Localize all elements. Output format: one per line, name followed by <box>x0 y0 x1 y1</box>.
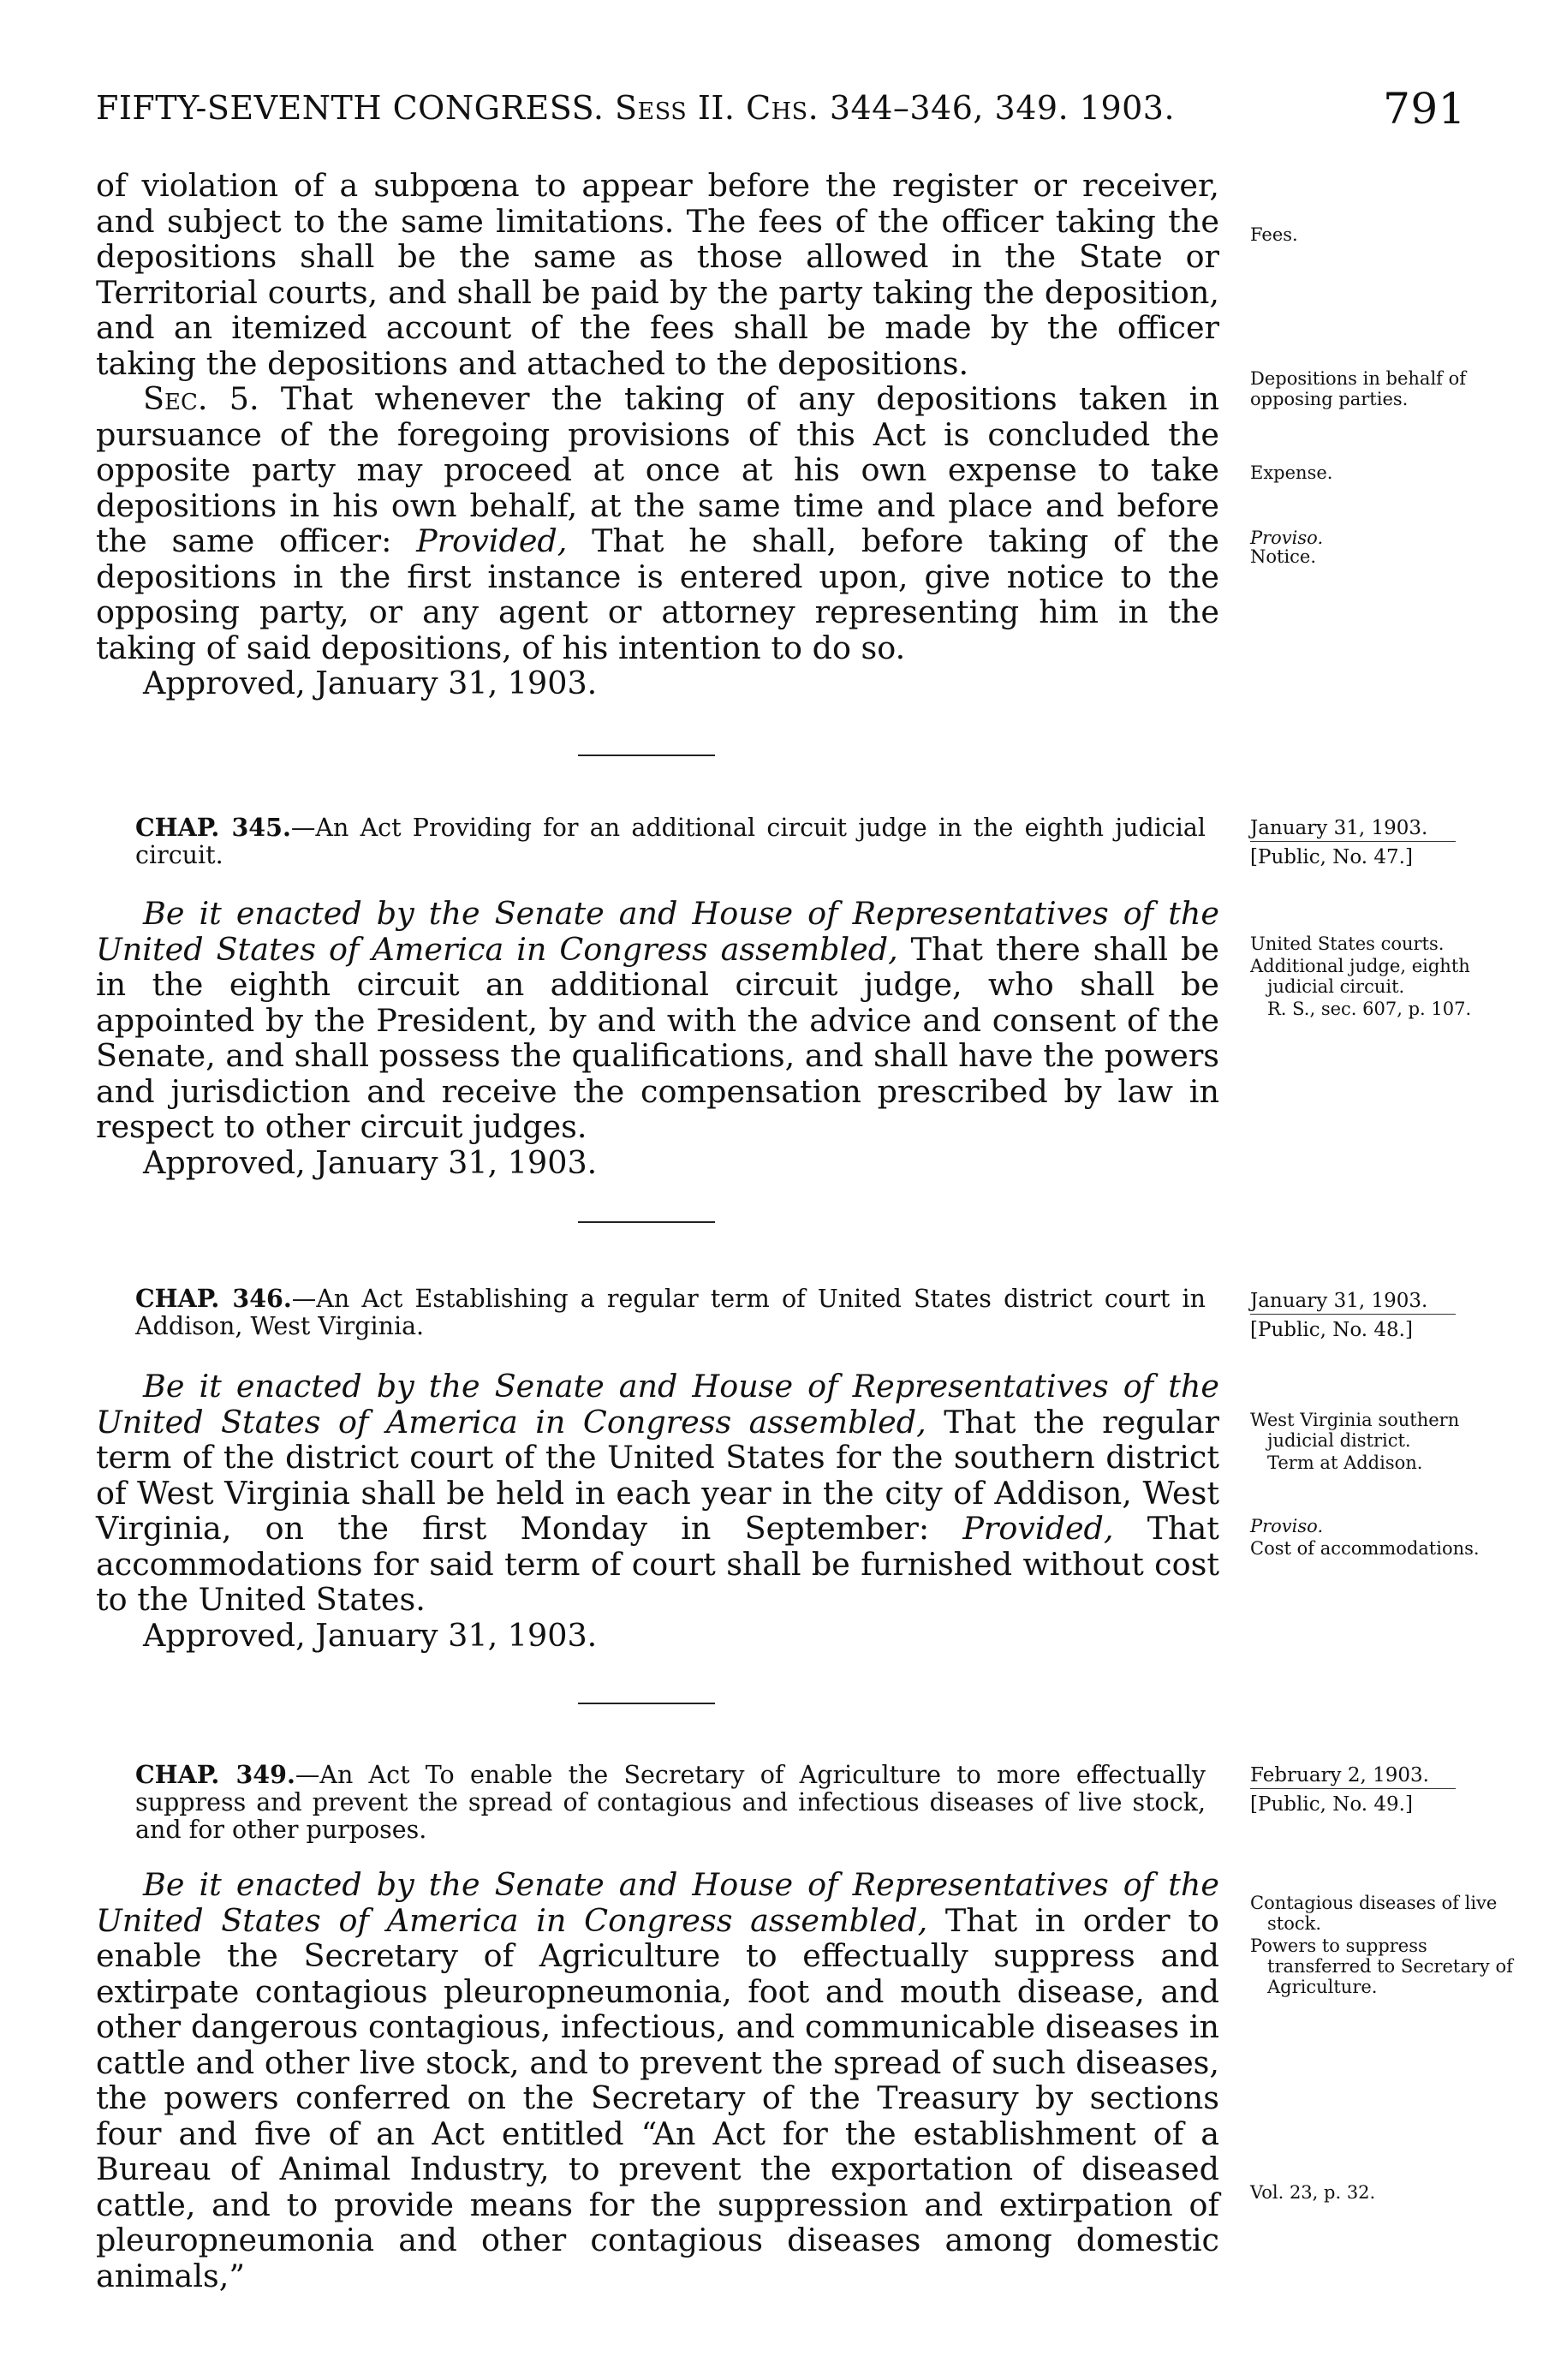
section-5-tail: That he shall, before taking of the depositions in the first instance is entered upon, give notice to the opposing party, or any agent or attorney representing him in the taking of said depositions, of his intention to do so. <box>96 522 1219 666</box>
header-congress: FIFTY-SEVENTH CONGRESS. <box>96 89 605 127</box>
chap-349-body <box>96 1867 1219 2294</box>
chap-345-text: That there shall be in the eighth circuit an additional circuit judge, who shall be appointed by the President, by and with the advice and consent of the Senate, and shall possess the qualifications, and shall have the powers and jurisdiction and receive the compensation prescribed by law in respect to other circuit judges. <box>96 930 1219 1145</box>
chap-346-label: CHAP. 346. <box>135 1284 292 1313</box>
approval-line: Approved, January 31, 1903. <box>143 665 598 701</box>
chap-346-margin-notes <box>1250 1410 1516 1475</box>
margin-note-proviso: Proviso. <box>1250 528 1324 548</box>
chap-345-date-block <box>1250 815 1516 868</box>
chap-349-public-number: [Public, No. 49.] <box>1250 1788 1456 1815</box>
chap-345-enacting-clause: Be it enacted by the Senate and House of Representatives of the United States of America in Congress assembled, <box>96 895 1219 968</box>
chap-346-date-block <box>1250 1288 1516 1340</box>
chap-346-margin-cost: Cost of accommodations. <box>1250 1538 1480 1559</box>
header-year: 1903. <box>1079 89 1176 127</box>
chap-346-margin-wv: West Virginia southern judicial district. <box>1250 1410 1460 1451</box>
chap-349-margin-vol: Vol. 23, p. 32. <box>1250 2182 1376 2203</box>
chap-345-paragraph <box>96 896 1219 1145</box>
chap-346-tail: That accommodations for said term of court shall be furnished without cost to the United States. <box>96 1510 1219 1618</box>
section-5-paragraph <box>96 381 1219 665</box>
chap-349-margin-notes <box>1250 1893 1516 1999</box>
chap-345-date: January 31, 1903. <box>1250 817 1428 839</box>
chap-346-body <box>96 1369 1219 1653</box>
chap-349-title-text: —An Act To enable the Secretary of Agriculture to more effectually suppress and prevent the spread of contagious and infectious diseases of live stock, and for other purposes. <box>135 1761 1206 1844</box>
section-divider <box>578 1221 715 1223</box>
chap-349-date-block <box>1250 1763 1516 1815</box>
chap-346-enacting-clause: Be it enacted by the Senate and House of Representatives of the United States of America in Congress assembled, <box>96 1368 1219 1441</box>
chap-346-proviso: Provided, <box>962 1510 1114 1547</box>
continuation-section <box>96 168 1219 701</box>
chap-349-margin-powers: Powers to suppress transferred to Secretary of Agriculture. <box>1250 1936 1513 1997</box>
chap-346-public-number: [Public, No. 48.] <box>1250 1314 1456 1340</box>
chap-346-margin-term: Term at Addison. <box>1267 1452 1423 1473</box>
chap-345-margin-courts: United States courts. <box>1250 934 1445 954</box>
chap-345-margin-additional: Additional judge, eighth judicial circuit. <box>1250 956 1470 997</box>
chap-349-paragraph <box>96 1867 1219 2294</box>
chap-349-date: February 2, 1903. <box>1250 1764 1429 1786</box>
chap-345-body <box>96 896 1219 1180</box>
chap-345-approval: Approved, January 31, 1903. <box>143 1143 598 1181</box>
page-number: 791 <box>1383 84 1466 134</box>
chap-349-text: That in order to enable the Secretary of Agriculture to effectually suppress and extirpate contagious pleuropneumonia, foot and mouth disease, and other dangerous contagious, infectious, and communicable diseases in cattle and other live stock, and to prevent the spread of such diseases, the powers conferred on the Secretary of the Treasury by sections four and five of an Act entitled “An Act for the establishment of a Bureau of Animal Industry, to prevent the exportation of diseased cattle, and to provide means for the suppression and extirpation of pleuropneumonia and other contagious diseases among domestic animals,” <box>96 1901 1219 2294</box>
margin-note-depositions: Depositions in behalf of opposing parties. <box>1250 368 1467 409</box>
header-running-title <box>96 89 1175 127</box>
running-header <box>96 84 1466 140</box>
chap-349-title <box>135 1761 1206 1844</box>
chap-345-title <box>135 814 1206 869</box>
chap-345-margin-notes <box>1250 934 1516 1021</box>
margin-note-expense: Expense. <box>1250 462 1333 483</box>
chap-345-margin-rs: R. S., sec. 607, p. 107. <box>1267 999 1472 1019</box>
section-divider <box>578 755 715 756</box>
section-5-proviso: Provided, <box>416 522 568 559</box>
section-5-text: 5. That whenever the taking of any depositions taken in pursuance of the foregoing provisions of this Act is concluded the opposite party may proceed at once at his own expense to take depositions in his own behalf, at the same time and place and before the same officer: <box>96 380 1219 559</box>
section-divider <box>578 1703 715 1704</box>
continuation-paragraph: of violation of a subpœna to appear before the register or receiver, and subject to the same limitations. The fees of the officer taking the depositions shall be the same as those allowed in the State or Territorial courts, and shall be paid by the party taking the deposition, and an itemized account of the fees shall be made by the officer taking the depositions and attached to the depositions. <box>96 167 1219 382</box>
margin-note-fees: Fees. <box>1250 224 1298 245</box>
header-chapters: Chs. 344–346, 349. <box>746 89 1069 127</box>
chap-349-enacting-clause: Be it enacted by the Senate and House of Representatives of the United States of America in Congress assembled, <box>96 1866 1219 1939</box>
chap-345-label: CHAP. 345. <box>135 813 291 842</box>
header-session: Sess II. <box>615 89 736 127</box>
chap-346-date: January 31, 1903. <box>1250 1290 1428 1312</box>
chap-345-title-text: —An Act Providing for an additional circuit judge in the eighth judicial circuit. <box>135 814 1206 869</box>
chap-346-paragraph <box>96 1369 1219 1618</box>
chap-346-title <box>135 1285 1206 1340</box>
section-5-label: Sec. <box>143 380 208 417</box>
chap-346-title-text: —An Act Establishing a regular term of United States district court in Addison, West Virginia. <box>135 1285 1206 1340</box>
margin-note-notice: Notice. <box>1250 546 1317 567</box>
chap-345-public-number: [Public, No. 47.] <box>1250 841 1456 868</box>
chap-346-approval: Approved, January 31, 1903. <box>143 1616 598 1654</box>
chap-346-text: That the regular term of the district court of the United States for the southern district of West Virginia shall be held in each year in the city of Addison, West Virginia, on the first Monday in September: <box>96 1403 1219 1547</box>
chap-346-margin-proviso: Proviso. Cost of accommodations. <box>1250 1516 1516 1560</box>
chap-349-margin-diseases: Contagious diseases of live stock. <box>1250 1893 1498 1934</box>
chap-349-label: CHAP. 349. <box>135 1760 295 1789</box>
